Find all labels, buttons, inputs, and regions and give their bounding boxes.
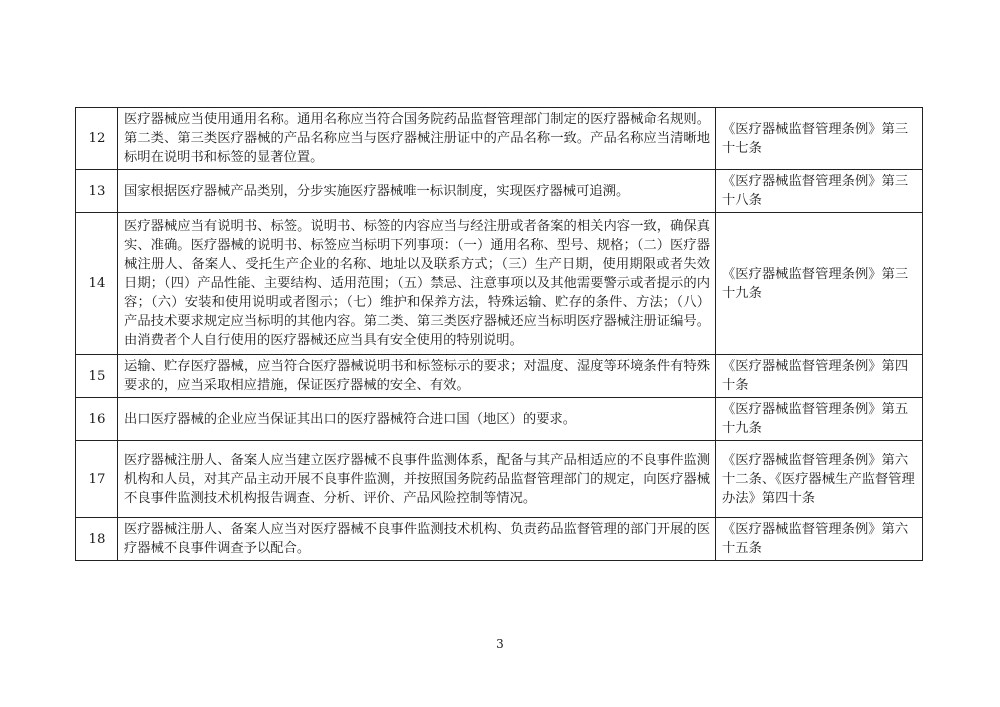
row-number: 17 (76, 441, 118, 518)
table-row (76, 518, 923, 561)
legal-basis: 《医疗器械监督管理条例》第三十八条 (716, 170, 923, 213)
row-number: 14 (76, 213, 118, 355)
legal-basis: 《医疗器械监督管理条例》第五十九条 (716, 398, 923, 441)
requirement-text: 医疗器械应当使用通用名称。通用名称应当符合国务院药品监督管理部门制定的医疗器械命名规则。第二类、第三类医疗器械的产品名称应当与医疗器械注册证中的产品名称一致。产品名称应当清晰地标明在说明书和标签的显著位置。 (118, 108, 716, 170)
requirement-text: 运输、贮存医疗器械，应当符合医疗器械说明书和标签标示的要求；对温度、湿度等环境条件有特殊要求的，应当采取相应措施，保证医疗器械的安全、有效。 (118, 355, 716, 398)
requirement-text: 医疗器械注册人、备案人应当对医疗器械不良事件监测技术机构、负责药品监督管理的部门开展的医疗器械不良事件调查予以配合。 (118, 518, 716, 561)
legal-basis: 《医疗器械监督管理条例》第三十九条 (716, 213, 923, 355)
legal-basis: 《医疗器械监督管理条例》第三十七条 (716, 108, 923, 170)
table-row (76, 108, 923, 170)
page-number: 3 (496, 637, 504, 651)
table-row (76, 441, 923, 518)
row-number: 13 (76, 170, 118, 213)
row-number: 18 (76, 518, 118, 561)
table-row (76, 213, 923, 355)
row-number: 12 (76, 108, 118, 170)
row-number: 15 (76, 355, 118, 398)
legal-basis: 《医疗器械监督管理条例》第四十条 (716, 355, 923, 398)
row-number: 16 (76, 398, 118, 441)
requirement-text: 出口医疗器械的企业应当保证其出口的医疗器械符合进口国（地区）的要求。 (118, 398, 716, 441)
table-row (76, 355, 923, 398)
requirement-text: 医疗器械注册人、备案人应当建立医疗器械不良事件监测体系，配备与其产品相适应的不良事件监测机构和人员，对其产品主动开展不良事件监测，并按照国务院药品监督管理部门的规定，向医疗器械不良事件监测技术机构报告调查、分析、评价、产品风险控制等情况。 (118, 441, 716, 518)
legal-basis: 《医疗器械监督管理条例》第六十二条、《医疗器械生产监督管理办法》第四十条 (716, 441, 923, 518)
regulation-table (75, 107, 923, 561)
requirement-text: 医疗器械应当有说明书、标签。说明书、标签的内容应当与经注册或者备案的相关内容一致，确保真实、准确。医疗器械的说明书、标签应当标明下列事项：（一）通用名称、型号、规格；（二）医疗器械注册人、备案人、受托生产企业的名称、地址以及联系方式；（三）生产日期，使用期限或者失效日期；（四）产品性能、主要结构、适用范围；（五）禁忌、注意事项以及其他需要警示或者提示的内容；（六）安装和使用说明或者图示；（七）维护和保养方法，特殊运输、贮存的条件、方法；（八）产品技术要求规定应当标明的其他内容。第二类、第三类医疗器械还应当标明医疗器械注册证编号。由消费者个人自行使用的医疗器械还应当具有安全使用的特别说明。 (118, 213, 716, 355)
requirement-text: 国家根据医疗器械产品类别，分步实施医疗器械唯一标识制度，实现医疗器械可追溯。 (118, 170, 716, 213)
table-row (76, 398, 923, 441)
legal-basis: 《医疗器械监督管理条例》第六十五条 (716, 518, 923, 561)
table-row (76, 170, 923, 213)
